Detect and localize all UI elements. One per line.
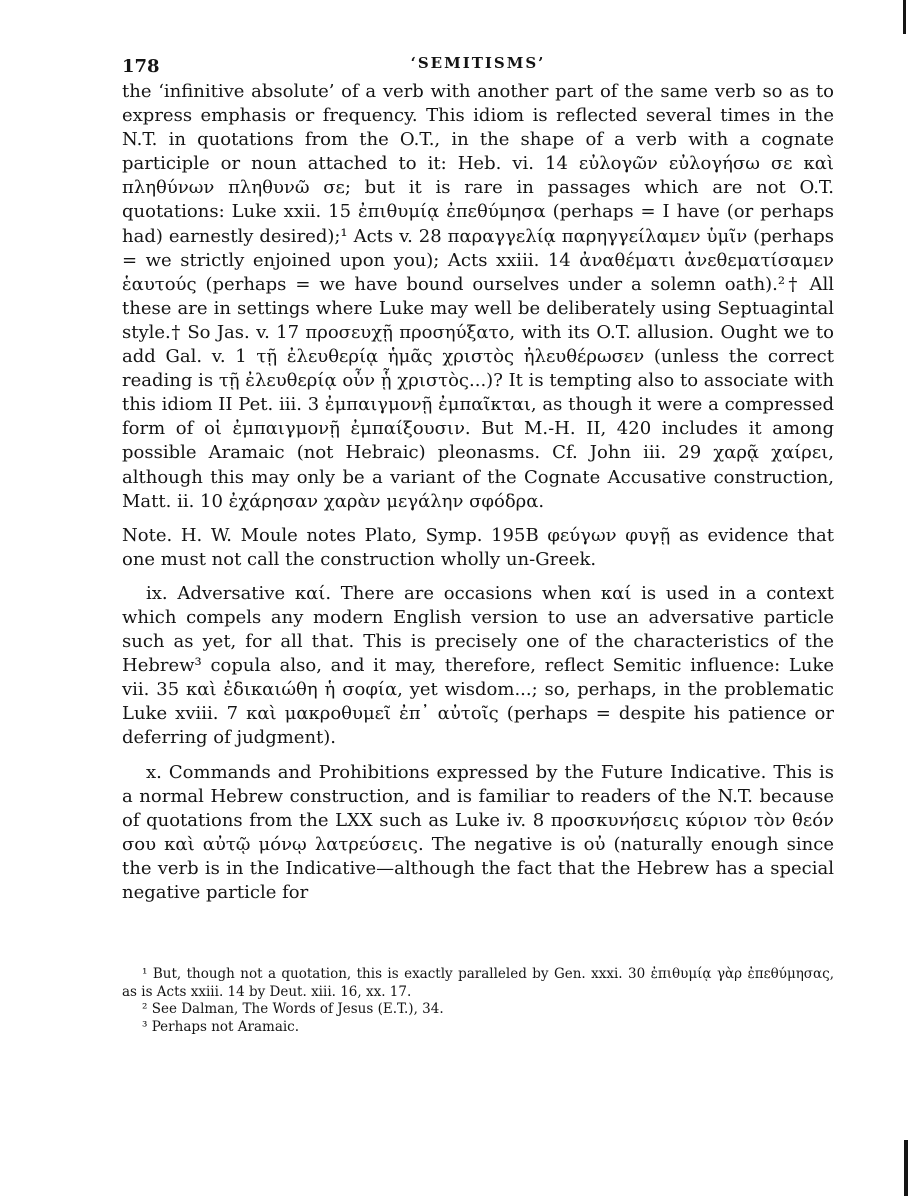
paragraph-commands-future-indicative: x. Commands and Prohibitions expressed by the Future Indicative. This is a normal Hebrew construction, and is familiar to readers of the N.T. because of quotations from the LXX such as Luke iv. 8 προσκυνήσεις κύριον τὸν θεόν σου καὶ αὐτῷ μόνῳ λατρεύσεις. The negative is οὐ (naturally enough since the verb is in the Indicative—although the fact that the Hebrew has a special negative particle for: [122, 761, 834, 903]
page-number: 178: [122, 56, 160, 77]
footnote-3: ³ Perhaps not Aramaic.: [142, 1018, 300, 1035]
page-body: [122, 52, 834, 905]
footnote-1: ¹ But, though not a quotation, this is exactly paralleled by Gen. xxxi. 30 ἐπιθυμίᾳ γὰρ ἐπεθύμησας, as is Acts xxiii. 14 by Deut. xiii. 16, xx. 17.: [122, 966, 834, 1000]
scan-edge-mark-top: [903, 0, 906, 34]
paragraph-adversative-kai: ix. Adversative καί. There are occasions when καί is used in a context which compels any modern English version to use an adversative particle such as yet, for all that. This is precisely one of the characteristics of the Hebrew³ copula also, and it may, therefore, reflect Semitic influence: Luke vii. 35 καὶ ἐδικαιώθη ἡ σοφία, yet wisdom...; so, perhaps, in the problematic Luke xviii. 7 καὶ μακροθυμεῖ ἐπ᾽ αὐτοῖς (perhaps = despite his patience or deferring of judgment).: [122, 582, 834, 749]
footnotes: [122, 966, 834, 1036]
scan-edge-mark-bottom: [904, 1140, 908, 1196]
paragraph-infinitive-absolute: the ‘infinitive absolute’ of a verb with another part of the same verb so as to express emphasis or frequency. This idiom is reflected several times in the N.T. in quotations from the O.T., in the shape of a verb with a cognate participle or noun attached to it: Heb. vi. 14 εὐλογῶν εὐλογήσω σε καὶ πληθύνων πληθυνῶ σε; but it is rare in passages which are not O.T. quotations: Luke xxii. 15 ἐπιθυμίᾳ ἐπεθύμησα (perhaps = I have (or perhaps had) earnestly desired);¹ Acts v. 28 παραγγελίᾳ παρηγγείλαμεν ὑμῖν (perhaps = we strictly enjoined upon you); Acts xxiii. 14 ἀναθέματι ἀνεθεματίσαμεν ἑαυτούς (perhaps = we have bound ourselves under a solemn oath).²† All these are in settings where Luke may well be deliberately using Septuagintal style.† So Jas. v. 17 προσευχῇ προσηύξατο, with its O.T. allusion. Ought we to add Gal. v. 1 τῇ ἐλευθερίᾳ ἡμᾶς χριστὸς ἠλευθέρωσεν (unless the correct reading is τῇ ἐλευθερίᾳ οὖν ᾗ χριστὸς...)? It is tempting also to associate with this idiom II Pet. iii. 3 ἐμπαιγμονῇ ἐμπαῖκται, as though it were a compressed form of οἱ ἐμπαιγμονῇ ἐμπαίξουσιν. But M.-H. II, 420 includes it among possible Aramaic (not Hebraic) pleonasms. Cf. John iii. 29 χαρᾷ χαίρει, although this may only be a variant of the Cognate Accusative construction, Matt. ii. 10 ἐχάρησαν χαρὰν μεγάλην σφόδρα.: [122, 81, 834, 512]
footnote-2: ² See Dalman, The Words of Jesus (E.T.), 34.: [142, 1001, 444, 1017]
paragraph-note: Note. H. W. Moule notes Plato, Symp. 195B φεύγων φυγῇ as evidence that one must not call the construction wholly un-Greek.: [122, 524, 834, 570]
running-title: ‘SEMITISMS’: [410, 54, 546, 72]
page-header: [122, 52, 834, 80]
